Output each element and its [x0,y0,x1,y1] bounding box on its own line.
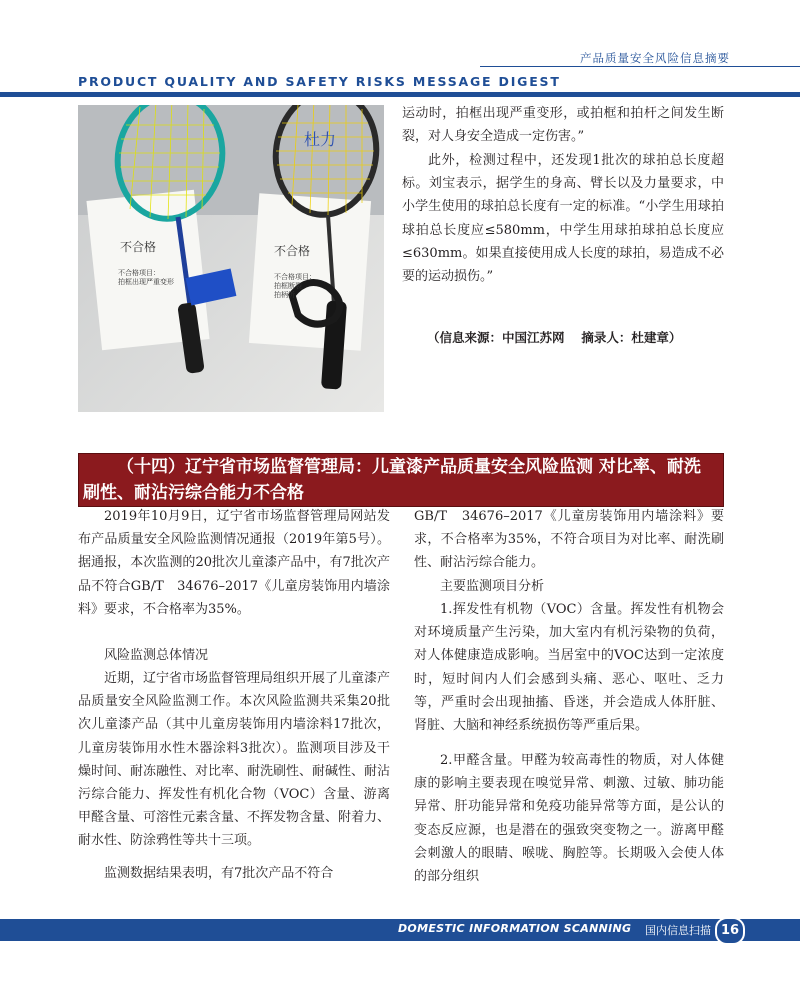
right-paragraph-formaldehyde: 2.甲醛含量。甲醛为较高毒性的物质，对人体健康的影响主要表现在嗅觉异常、刺激、过敏、肺功能异常、肝功能异常和免疫功能异常等方面，是公认的变态反应源，也是潜在的强致突变物之一。游离甲醛会刺激人的眼睛、喉咙、胸腔等。长期吸入会使人体的部分组织 [414,753,724,885]
card-note-right: 不合格项目：拍框断裂拍柄折 [274,273,316,300]
card-label-left: 不合格 [120,240,157,254]
left-paragraph-1: 2019年10月9日，辽宁省市场监督管理局网站发布产品质量安全风险监测情况通报（2019年第5号）。据通报，本次监测的20批次儿童漆产品中，有7批次产品不符合GB/T 34676–2017《儿童房装饰用内墙涂料》要求，不合格率为35%。 [78,509,390,617]
card-label-right: 不合格 [274,244,311,258]
right-paragraph-voc: 1.挥发性有机物（VOC）含量。挥发性有机物会对环境质量产生污染，加大室内有机污染物的负荷，对人体健康造成影响。当居室中的VOC达到一定浓度时，短时间内人们会感到头痛、恶心、呕吐、乏力等，严重时会出现抽搐、昏迷，并会造成人体肝脏、肾脏、大脑和神经系统损伤等严重后果。 [414,602,724,734]
left-heading-overview: 风险监测总体情况 [104,648,209,663]
section-title-box [78,453,724,507]
footer-title-cn: 国内信息扫描 [645,924,711,937]
left-paragraph-2: 近期，辽宁省市场监督管理局组织开展了儿童漆产品质量安全风险监测工作。本次风险监测共采集20批次儿童漆产品（其中儿童房装饰用内墙涂料17批次，儿童房装饰用水性木器涂料3批次）。监测项目涉及干燥时间、耐冻融性、对比率、耐洗刷性、耐碱性、耐沾污综合能力、挥发性有机化合物（VOC）含量、游离甲醛含量、可溶性元素含量、不挥发物含量、附着力、耐水性、防涂鸦性等共十三项。 [78,671,391,849]
page-number: 16 [715,917,745,945]
info-source: （信息来源：中国江苏网 摘录人：杜建章） [427,330,682,345]
card-note-left: 不合格项目：拍框出现严重变形 [118,269,174,287]
right-heading-analysis: 主要监测项目分析 [440,579,545,594]
header-title-en: PRODUCT QUALITY AND SAFETY RISKS MESSAGE DIGEST [78,74,561,89]
header-band [0,92,800,97]
section-title: （十四）辽宁省市场监督管理局：儿童漆产品质量安全风险监测 对比率、耐洗刷性、耐沾污综合能力不合格 [83,457,701,503]
footer-title-en: DOMESTIC INFORMATION SCANNING [398,922,632,935]
racket-photo [78,105,384,412]
header-rule [480,66,800,67]
header-title-cn: 产品质量安全风险信息摘要 [580,51,730,65]
handwriting: 杜力 [304,130,337,149]
right-paragraph-1: GB/T 34676–2017《儿童房装饰用内墙涂料》要求，不合格率为35%，不符合项目为对比率、耐洗刷性、耐沾污综合能力。 [414,509,724,571]
top-right-paragraph-2: 此外，检测过程中，还发现1批次的球拍总长度超标。刘宝表示，据学生的身高、臂长以及力量要求，中小学生使用的球拍总长度有一定的标准。“小学生用球拍球拍总长度应≤580mm，中学生用球拍球拍总长度应≤630mm。如果直接使用成人长度的球拍，易造成不必要的运动损伤。” [402,153,724,285]
left-paragraph-3: 监测数据结果表明，有7批次产品不符合 [104,866,334,881]
top-right-paragraph-1: 运动时，拍框出现严重变形，或拍框和拍杆之间发生断裂，对人身安全造成一定伤害。” [402,106,724,145]
